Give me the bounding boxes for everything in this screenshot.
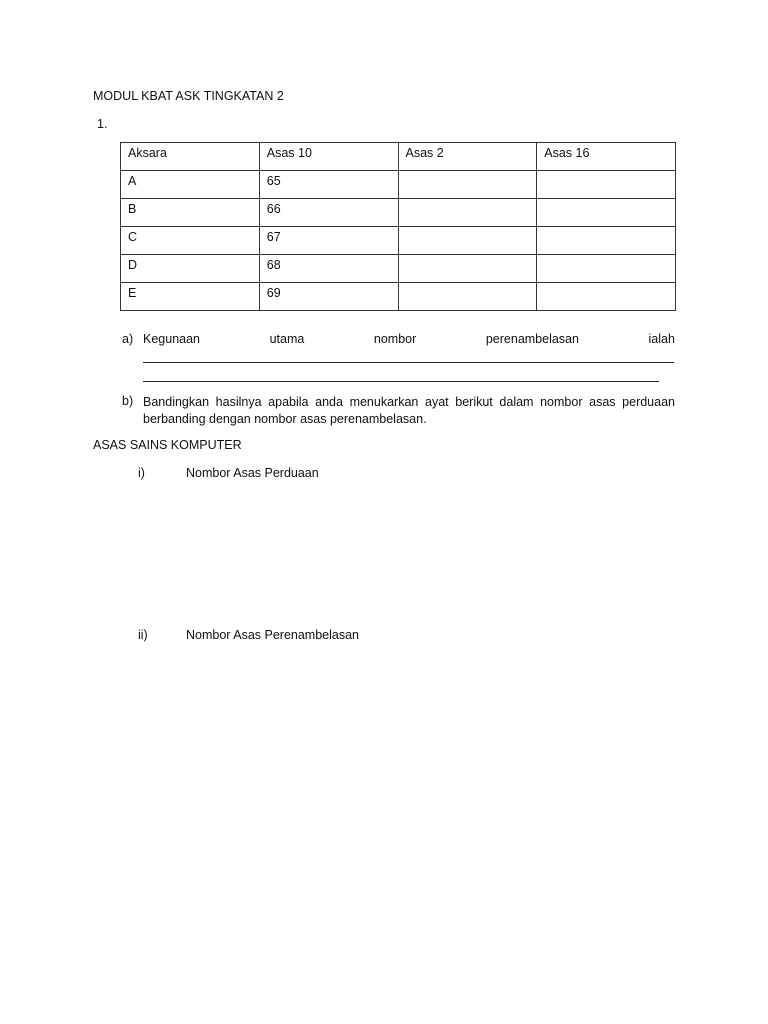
table-cell [537,171,676,199]
table-cell: 67 [259,227,398,255]
table-cell: A [121,171,260,199]
question-number: 1. [97,117,108,131]
part-b-line: Bandingkan hasilnya apabila anda menukarkan ayat berikut dalam nombor asas perduaan [143,395,675,409]
table-header-cell: Asas 2 [398,143,537,171]
table-row [121,199,676,227]
table-cell [537,283,676,311]
part-b-label: b) [122,394,134,408]
table-cell: 69 [259,283,398,311]
table-header-cell: Asas 16 [537,143,676,171]
answer-line [143,362,674,363]
subsection-numeral: i) [138,466,145,480]
part-a-question [143,332,675,346]
part-b-line: berbanding dengan nombor asas perenambelasan. [143,412,427,426]
table-cell: C [121,227,260,255]
part-a-word: perenambelasan [485,332,579,346]
table-header-cell: Asas 10 [259,143,398,171]
table-header-row [121,143,676,171]
table-cell: 68 [259,255,398,283]
table-cell [398,171,537,199]
table-cell [398,199,537,227]
part-a-word: Kegunaan [143,332,201,346]
table-cell [537,199,676,227]
part-a-word: nombor [373,332,417,346]
table-cell [537,255,676,283]
part-a-word: utama [269,332,305,346]
answer-line [143,381,659,382]
part-a-word: ialah [648,332,675,346]
part-a-label: a) [122,332,134,346]
table-cell: D [121,255,260,283]
table-row [121,227,676,255]
table-cell [398,255,537,283]
part-b-question [143,394,675,428]
table-cell: B [121,199,260,227]
table-cell [398,283,537,311]
table-cell: E [121,283,260,311]
table-row [121,255,676,283]
document-title: MODUL KBAT ASK TINGKATAN 2 [93,89,284,103]
table-cell: 65 [259,171,398,199]
table-cell [537,227,676,255]
subsection-title: Nombor Asas Perenambelasan [186,628,360,642]
subsection-title: Nombor Asas Perduaan [186,466,319,480]
subsection-numeral: ii) [138,628,148,642]
table-header-cell: Aksara [121,143,260,171]
conversion-table [120,142,676,311]
table-cell: 66 [259,199,398,227]
table-cell [398,227,537,255]
section-title: ASAS SAINS KOMPUTER [93,438,242,452]
table-row [121,171,676,199]
table-row [121,283,676,311]
